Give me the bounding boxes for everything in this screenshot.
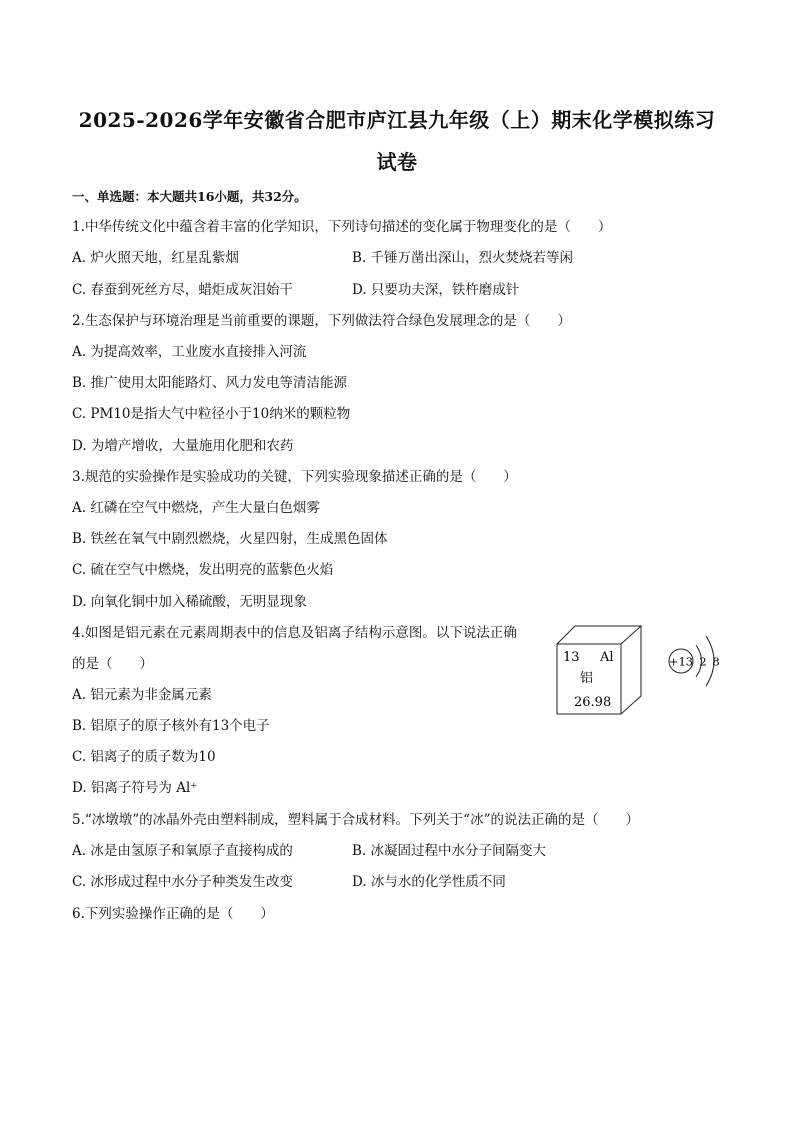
- q1-option-d: D. 只要功夫深，铁杵磨成针: [352, 282, 520, 298]
- element-card-top: [557, 626, 641, 644]
- q1-option-a: A. 炉火照天地，红星乱紫烟: [72, 250, 239, 266]
- q5-stem: 5.“冰墩墩”的冰晶外壳由塑料制成，塑料属于合成材料。下列关于“冰”的说法正确的是（ ）: [72, 812, 639, 828]
- ion-shell-1-electrons: 2: [699, 654, 707, 669]
- q5-option-d: D. 冰与水的化学性质不同: [352, 874, 506, 890]
- q2-option-d: D. 为增产增收，大量施用化肥和农药: [72, 438, 294, 454]
- q3-stem: 3.规范的实验操作是实验成功的关键，下列实验现象描述正确的是（ ）: [72, 469, 517, 485]
- q4-option-c: C. 铝离子的质子数为10: [72, 749, 216, 765]
- ion-nucleus-charge: +13: [668, 654, 694, 669]
- element-symbol: Al: [600, 650, 614, 665]
- q2-option-b: B. 推广使用太阳能路灯、风力发电等清洁能源: [72, 375, 348, 391]
- element-card-side: [621, 626, 641, 714]
- q5-option-b: B. 冰凝固过程中水分子间隔变大: [352, 843, 547, 859]
- q3-option-d: D. 向氧化铜中加入稀硫酸，无明显现象: [72, 594, 307, 610]
- q6-stem: 6.下列实验操作正确的是（ ）: [72, 906, 274, 922]
- q4-option-d: D. 铝离子符号为 Al⁺: [72, 780, 198, 796]
- exam-title-line1: 2025-2026学年安徽省合肥市庐江县九年级（上）期末化学模拟练习: [78, 108, 716, 132]
- q4-option-b: B. 铝原子的原子核外有13个电子: [72, 718, 270, 734]
- q5-option-a: A. 冰是由氢原子和氧原子直接构成的: [72, 843, 293, 859]
- q2-stem: 2.生态保护与环境治理是当前重要的课题，下列做法符合绿色发展理念的是（ ）: [72, 313, 571, 329]
- section-heading: 一、单选题：本大题共16小题，共32分。: [72, 189, 307, 204]
- ion-shell-2-electrons: 8: [712, 654, 720, 669]
- element-name: 铝: [580, 671, 594, 686]
- q2-option-c: C. PM10是指大气中粒径小于10纳米的颗粒物: [72, 406, 351, 422]
- q4-stem-line2: 的是（ ）: [72, 656, 153, 672]
- q3-option-b: B. 铁丝在氧气中剧烈燃烧，火星四射，生成黑色固体: [72, 531, 388, 547]
- aluminum-figure: [556, 624, 726, 716]
- exam-title-line2: 试卷: [376, 150, 418, 174]
- q1-option-b: B. 千锤万凿出深山，烈火焚烧若等闲: [352, 250, 574, 266]
- q1-option-c: C. 春蚕到死丝方尽，蜡炬成灰泪始干: [72, 282, 293, 298]
- q2-option-a: A. 为提高效率，工业废水直接排入河流: [72, 344, 307, 360]
- element-mass: 26.98: [574, 695, 612, 710]
- q1-stem: 1.中华传统文化中蕴含着丰富的化学知识，下列诗句描述的变化属于物理变化的是（ ）: [72, 219, 612, 235]
- q3-option-c: C. 硫在空气中燃烧，发出明亮的蓝紫色火焰: [72, 562, 334, 578]
- q3-option-a: A. 红磷在空气中燃烧，产生大量白色烟雾: [72, 500, 320, 516]
- element-number: 13: [563, 650, 580, 665]
- q5-option-c: C. 冰形成过程中水分子种类发生改变: [72, 874, 293, 890]
- q4-option-a: A. 铝元素为非金属元素: [72, 687, 212, 703]
- q4-stem-line1: 4.如图是铝元素在元素周期表中的信息及铝离子结构示意图。以下说法正确: [72, 625, 517, 641]
